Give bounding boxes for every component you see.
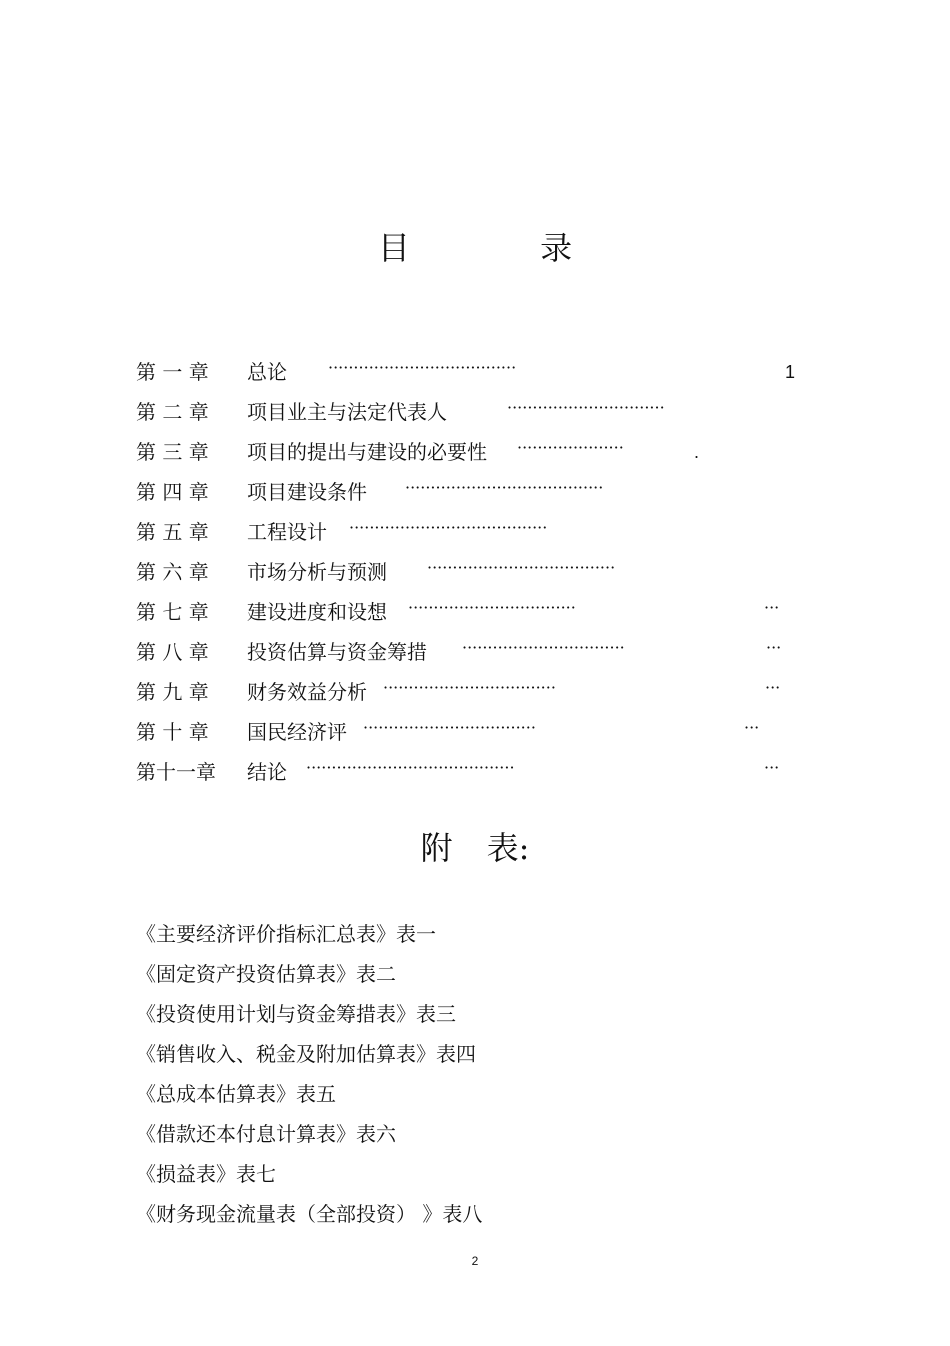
toc-chapter-number: 第 九 章	[136, 680, 209, 704]
toc-entry[interactable]	[0, 558, 950, 586]
toc-dot-leader: ·······························	[507, 398, 665, 417]
toc-chapter-title: 投资估算与资金筹措	[247, 640, 427, 664]
appendix-item: 《投资使用计划与资金筹措表》表三	[136, 1002, 456, 1026]
toc-entry[interactable]	[0, 718, 950, 746]
toc-page-number: ···	[764, 598, 780, 617]
toc-dot-leader: ·····················	[517, 438, 624, 457]
toc-chapter-number: 第 六 章	[136, 560, 209, 584]
toc-page-number: ···	[766, 638, 782, 657]
toc-chapter-number: 第 四 章	[136, 480, 209, 504]
toc-chapter-number: 第 十 章	[136, 720, 209, 744]
toc-page-number: ···	[765, 678, 781, 697]
toc-chapter-number: 第 七 章	[136, 600, 209, 624]
toc-title: 目 录	[377, 229, 633, 267]
toc-dot-leader: ································	[462, 638, 625, 657]
appendix-title-part: 附	[420, 829, 453, 867]
toc-chapter-number: 第 八 章	[136, 640, 209, 664]
toc-chapter-title: 项目建设条件	[247, 480, 367, 504]
toc-chapter-number: 第 二 章	[136, 400, 209, 424]
toc-entry[interactable]	[0, 758, 950, 786]
toc-page-number: 1	[785, 362, 796, 382]
toc-chapter-title: 财务效益分析	[247, 680, 367, 704]
appendix-item: 《总成本估算表》表五	[136, 1082, 336, 1106]
toc-chapter-title: 结论	[247, 760, 287, 784]
appendix-item: 《财务现金流量表（全部投资） 》表八	[136, 1202, 483, 1226]
toc-chapter-title: 国民经济评	[247, 720, 347, 744]
toc-dot-leader: ··································	[383, 678, 556, 697]
toc-page-number: ···	[744, 718, 760, 737]
toc-entry[interactable]	[0, 398, 950, 426]
toc-chapter-number: 第 三 章	[136, 440, 209, 464]
toc-page-number: ···	[764, 758, 780, 777]
toc-chapter-number: 第 五 章	[136, 520, 209, 544]
appendix-item: 《销售收入、税金及附加估算表》表四	[136, 1042, 476, 1066]
appendix-title	[0, 828, 950, 868]
toc-dot-leader: ·······································	[349, 518, 548, 537]
toc-entry[interactable]	[0, 638, 950, 666]
toc-dot-leader: ·········································	[306, 758, 515, 777]
appendix-item: 《主要经济评价指标汇总表》表一	[136, 922, 436, 946]
toc-chapter-title: 项目的提出与建设的必要性	[247, 440, 487, 464]
toc-dot-leader: ·····································	[328, 358, 517, 377]
appendix-item: 《固定资产投资估算表》表二	[136, 962, 396, 986]
toc-dot-leader: ··································	[363, 718, 536, 737]
toc-entry[interactable]	[0, 598, 950, 626]
appendix-title-part: 表:	[486, 829, 530, 867]
toc-entry[interactable]	[0, 438, 950, 466]
toc-dot-leader: ·······································	[405, 478, 604, 497]
appendix-list	[136, 914, 836, 1234]
toc-chapter-title: 总论	[247, 360, 287, 384]
toc-dot-leader: ·································	[408, 598, 576, 617]
toc-chapter-number: 第 一 章	[136, 360, 209, 384]
appendix-item: 《损益表》表七	[136, 1162, 276, 1186]
page-number: 2	[471, 1254, 479, 1268]
toc-entry[interactable]	[0, 358, 950, 386]
toc-chapter-title: 建设进度和设想	[247, 600, 387, 624]
toc-chapter-number: 第十一章	[136, 760, 216, 784]
toc-entry[interactable]	[0, 478, 950, 506]
toc-entry[interactable]	[0, 678, 950, 706]
toc-entry[interactable]	[0, 518, 950, 546]
toc-chapter-title: 工程设计	[247, 520, 327, 544]
toc-chapter-title: 市场分析与预测	[247, 560, 387, 584]
appendix-item: 《借款还本付息计算表》表六	[136, 1122, 396, 1146]
toc-page-number: .	[694, 442, 700, 462]
toc-chapter-title: 项目业主与法定代表人	[247, 400, 447, 424]
toc-dot-leader: ·····································	[427, 558, 616, 577]
